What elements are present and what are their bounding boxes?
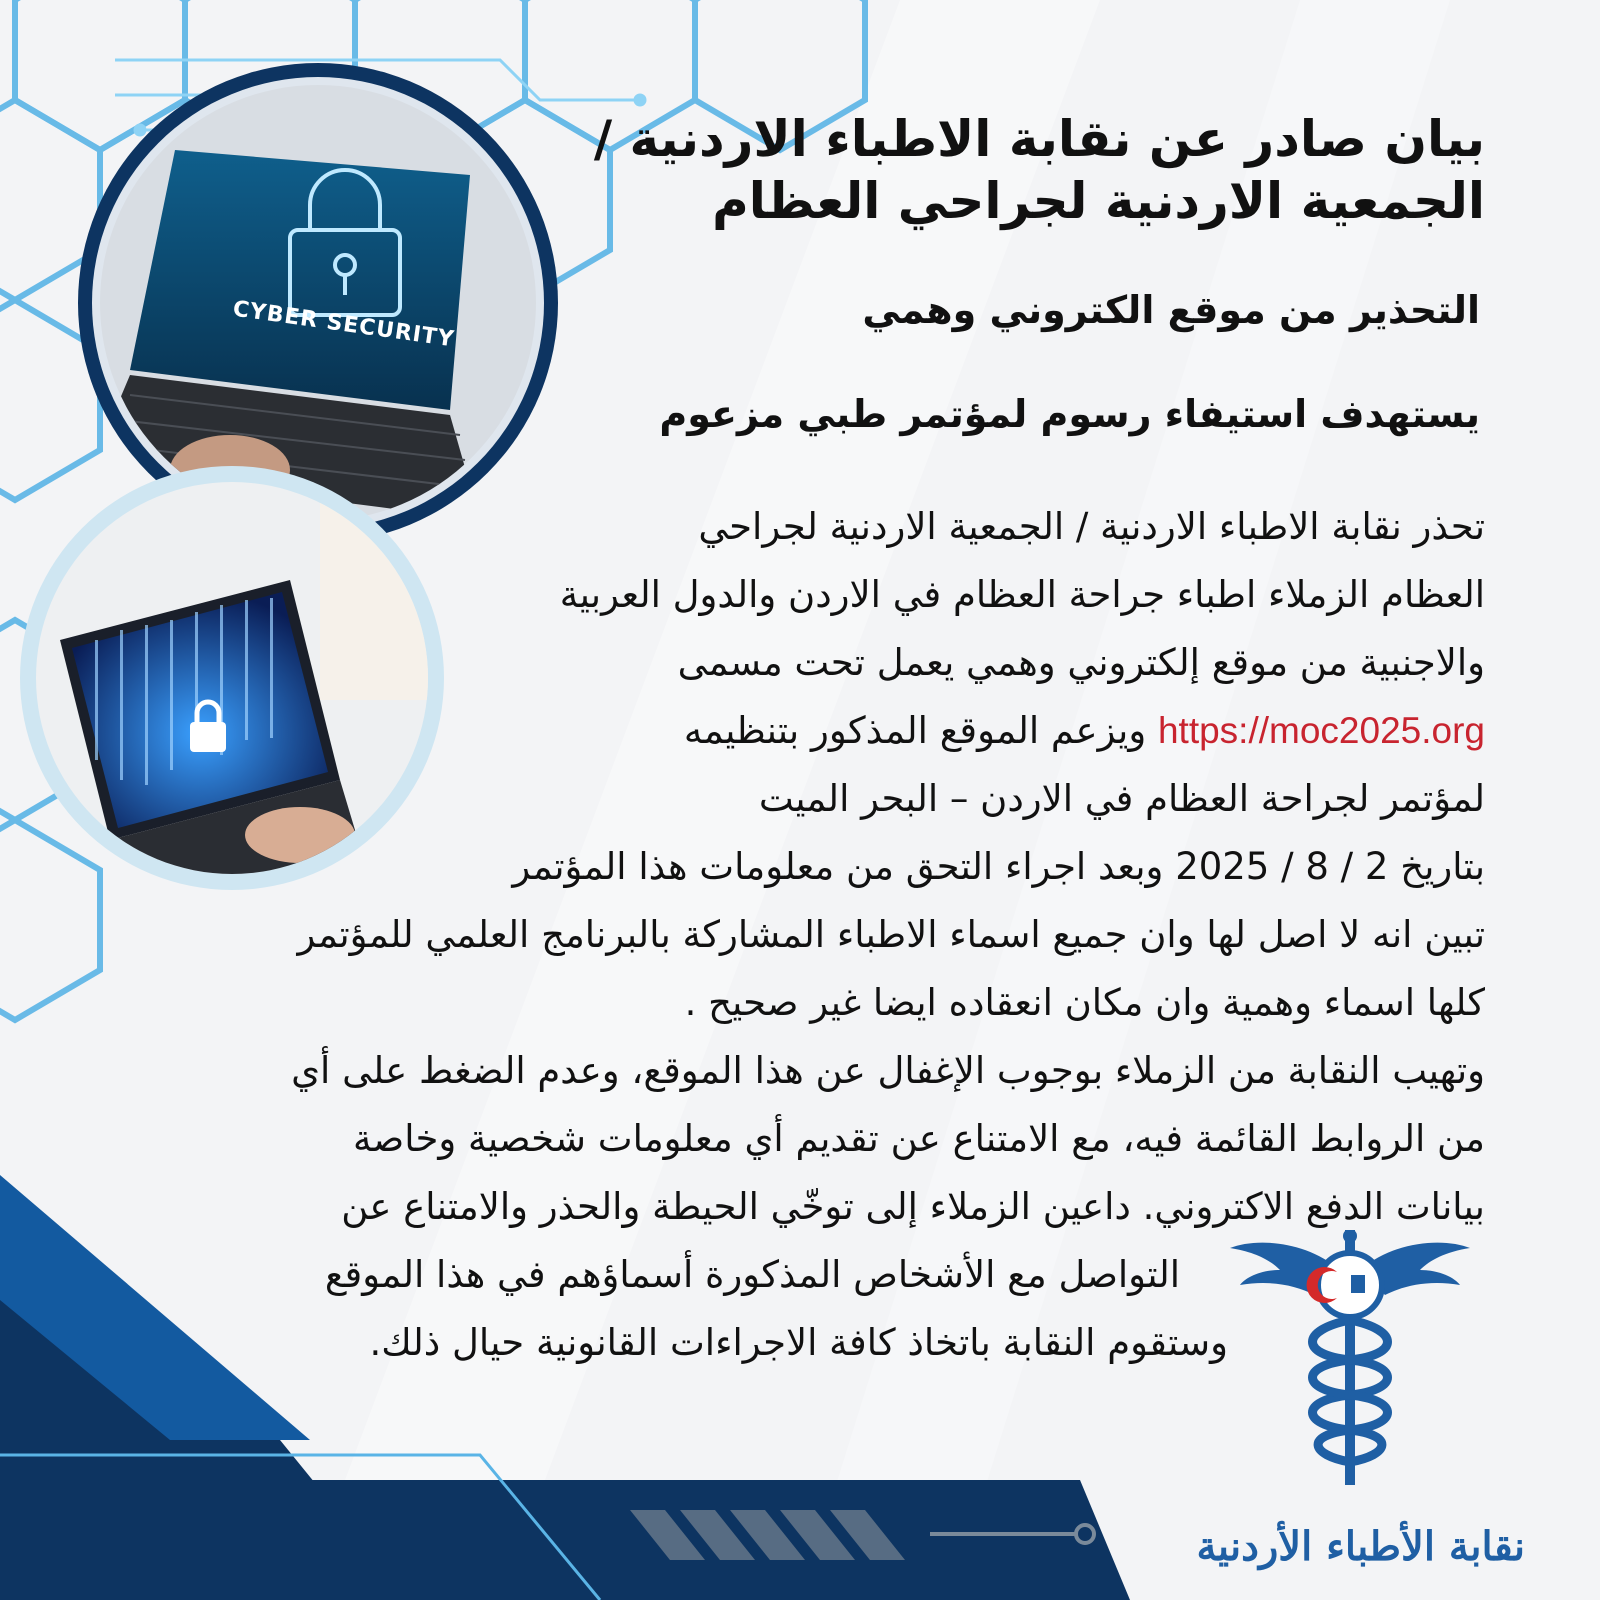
body-line-6: بتاريخ 2 / 8 / 2025 وبعد اجراء التحق من معلومات هذا المؤتمر [512,845,1485,888]
syndicate-logo-text: نقابة الأطباء الأردنية [1196,1523,1525,1570]
body-line-8: كلها اسماء وهمية وان مكان انعقاده ايضا غير صحيح . [684,981,1485,1024]
body-line-4-text: ويزعم الموقع المذكور بتنظيمه [683,709,1158,752]
body-line-4 [684,709,1485,753]
body-line-13: وستقوم النقابة باتخاذ كافة الاجراءات القانونية حيال ذلك. [369,1321,1228,1364]
body-line-5: لمؤتمر لجراحة العظام في الاردن – البحر الميت [758,777,1485,820]
data-laptop-image [0,460,460,900]
title-line-1: بيان صادر عن نقابة الاطباء الاردنية / [593,110,1485,168]
body-line-10: من الروابط القائمة فيه، مع الامتناع عن تقديم أي معلومات شخصية وخاصة [352,1117,1485,1160]
caduceus-logo-icon [1225,1230,1475,1495]
page-title [425,108,1485,232]
body-line-2: العظام الزملاء اطباء جراحة العظام في الاردن والدول العربية [559,573,1485,616]
body-line-3: والاجنبية من موقع إلكتروني وهمي يعمل تحت مسمى [677,641,1485,684]
body-line-9: وتهيب النقابة من الزملاء بوجوب الإغفال عن هذا الموقع، وعدم الضغط على أي [291,1049,1485,1092]
body-line-11: بيانات الدفع الاكتروني. داعين الزملاء إلى توخّي الحيطة والحذر والامتناع عن [341,1185,1485,1228]
body-line-7: تبين انه لا اصل لها وان جميع اسماء الاطباء المشاركة بالبرنامج العلمي للمؤتمر [297,913,1485,956]
subtitle-line-2: يستهدف استيفاء رسوم لمؤتمر طبي مزعوم [659,392,1480,436]
title-line-2: الجمعية الاردنية لجراحي العظام [712,172,1485,230]
body-line-12: التواصل مع الأشخاص المذكورة أسماؤهم في هذا الموقع [324,1253,1180,1296]
subtitle-line-1: التحذير من موقع الكتروني وهمي [862,288,1480,332]
screen-label: CYBER SECURITY [231,296,457,353]
body-line-1: تحذر نقابة الاطباء الاردنية / الجمعية الاردنية لجراحي [698,505,1485,548]
fake-website-link[interactable]: https://moc2025.org [1157,710,1485,751]
